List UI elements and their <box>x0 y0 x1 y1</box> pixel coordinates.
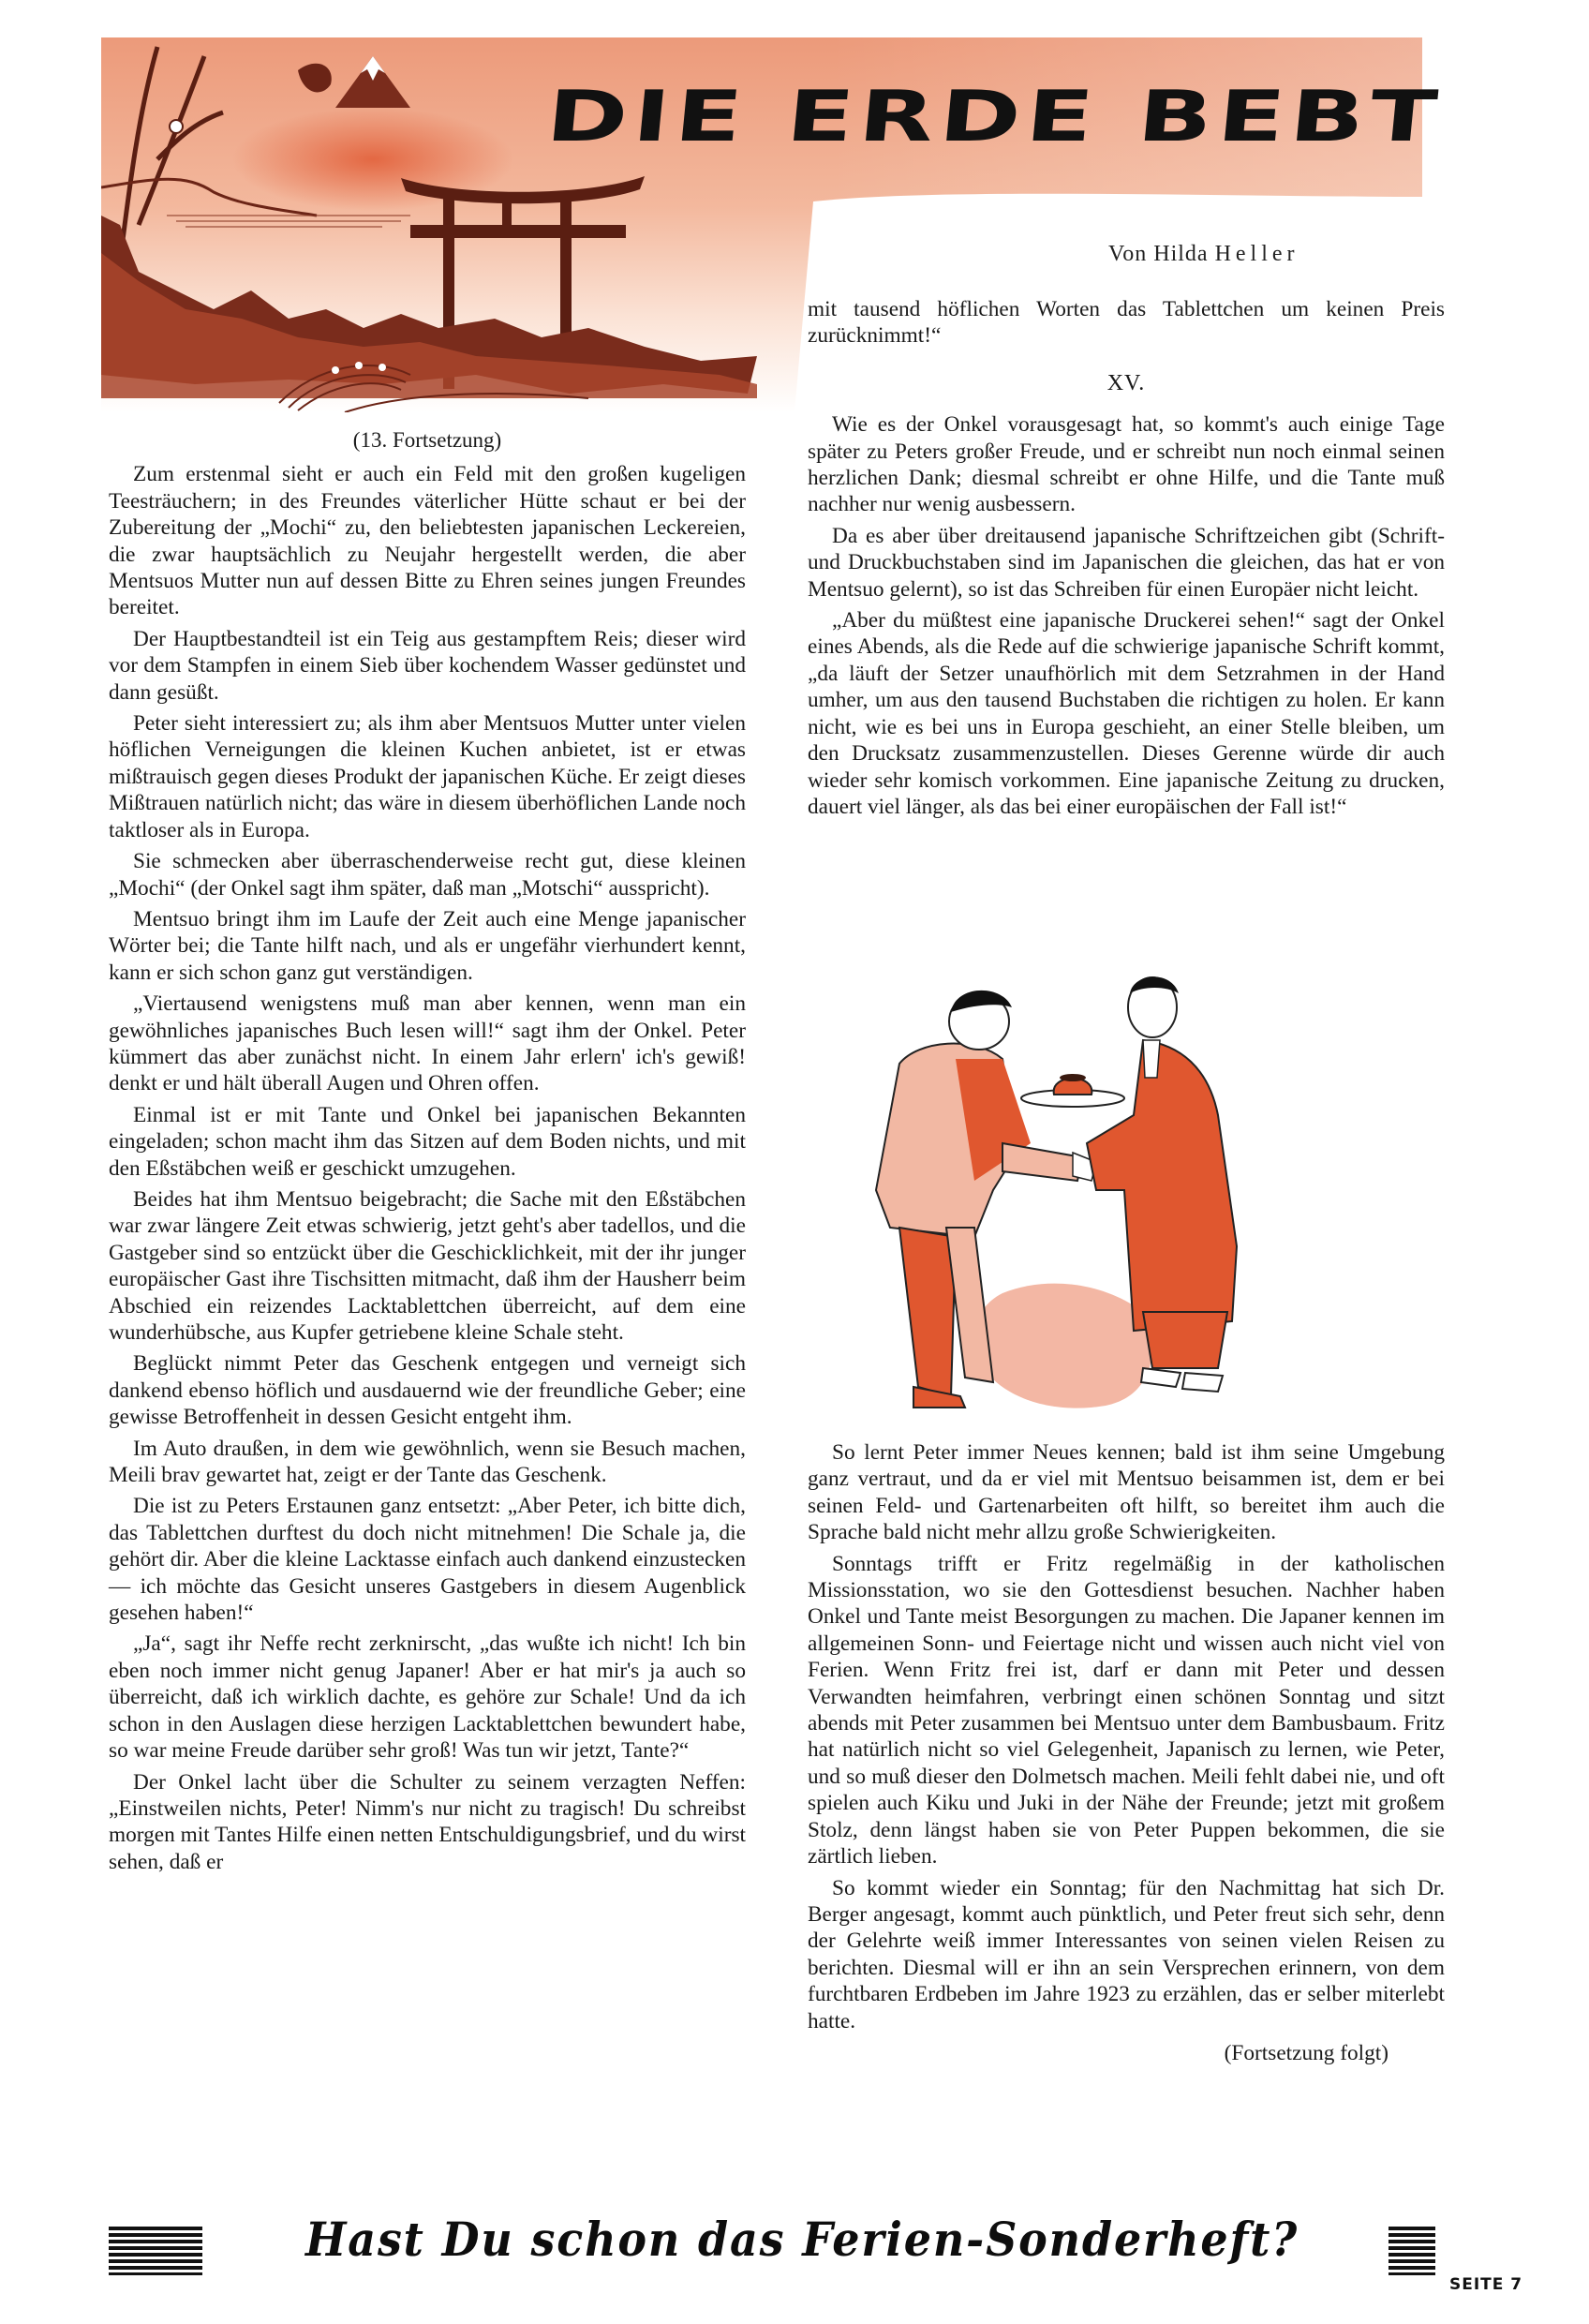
paragraph: Einmal ist er mit Tante und Onkel bei japanischen Bekannten eingeladen; schon macht ihm das Sitzen auf dem Boden nichts, und mit den Eßstäbchen weiß er geschickt umzugehen. <box>109 1102 746 1181</box>
page-number: SEITE 7 <box>1449 2275 1523 2294</box>
paragraph: So kommt wieder ein Sonntag; für den Nachmittag hat sich Dr. Berger angesagt, kommt auch pünktlich, und Peter freut sich sehr, denn der Gelehrte weiß immer Interessantes von seinen vielen Reisen zu berichten. Diesmal will er ihn an sein Versprechen erinnern, von dem furchtbaren Erdbeben im Jahre 1923 zu erzählen, das er selber miterlebt hatte. <box>808 1875 1445 2034</box>
paragraph: „Aber du müßtest eine japanische Druckerei sehen!“ sagt der Onkel eines Abends, als die Rede auf die schwierige japanische Schrift kommt, „da läuft der Setzer unaufhörlich mit dem Setzrahmen in der Hand umher, um aus den tausend Buchstaben die richtigen zu holen. Er kann nicht, wie es bei uns in Europa geschieht, an einer Stelle bleiben, um den Drucksatz zusammenzustellen. Dieses Gerenne würde dir auch wieder sehr komisch vorkommen. Eine japanische Zeitung zu drucken, dauert viel länger, als das bei einer europäischen der Fall ist!“ <box>808 608 1445 819</box>
paragraph: Im Auto draußen, in dem wie gewöhnlich, wenn sie Besuch machen, Meili brav gewartet hat, zeigt er der Tante das Geschenk. <box>109 1436 746 1488</box>
tray-with-bowl <box>1021 1074 1124 1107</box>
to-be-continued-label: (Fortsetzung folgt) <box>1224 2040 1389 2065</box>
story-illustration-bowing-men <box>862 956 1293 1424</box>
right-column-top <box>808 296 1445 825</box>
paragraph: Mentsuo bringt ihm im Laufe der Zeit auch eine Menge japanischer Wörter bei; die Tante hilft nach, und als er ungefähr vierhundert kennt, kann er sich schon ganz gut verständigen. <box>109 906 746 985</box>
floor-shadow <box>974 1284 1152 1408</box>
byline-prefix: Von Hilda <box>1108 242 1209 266</box>
author-byline <box>1108 242 1299 267</box>
paragraph: Da es aber über dreitausend japanische Schriftzeichen gibt (Schrift- und Druckbuchstaben sind im Japanischen die gleichen, das hat er von Mentsuo gelernt), so ist das Schreiben für einen Europäer nicht leicht. <box>808 523 1445 602</box>
decorative-stripes-left <box>109 2227 202 2275</box>
decorative-stripes-right <box>1389 2227 1435 2275</box>
paragraph: Zum erstenmal sieht er auch ein Feld mit den großen kugeligen Teesträuchern; in des Freundes väterlicher Hütte schaut er bei der Zubereitung der „Mochi“ zu, den beliebtesten japanischen Leckereien, die zwar hauptsächlich zu Neujahr hergestellt werden, die aber Mentsuos Mutter nun auf dessen Bitte zu Ehren seines jungen Freundes bereitet. <box>109 462 746 620</box>
installment-label: (13. Fortsetzung) <box>352 428 502 452</box>
chapter-heading: XV. <box>1106 370 1146 395</box>
paragraph: Die ist zu Peters Erstaunen ganz entsetzt: „Aber Peter, ich bitte dich, das Tablettchen durftest du doch nicht mitnehmen! Die Schale ja, die gehört dir. Aber die kleine Lacktasse einfach auch dankend einzustecken — ich möchte das Gesicht unseres Gastgebers in diesem Augenblick gesehen haben!“ <box>109 1494 746 1626</box>
left-column <box>109 427 746 1880</box>
paragraph: Wie es der Onkel vorausgesagt hat, so kommt's auch einige Tage später zu Peters großer Freude, und er schreibt nun noch einmal seinen herzlichen Dank; diesmal schreibt er ohne Hilfe, und die Tante muß nachher nur wenig ausbessern. <box>808 412 1445 517</box>
paragraph: Sonntags trifft er Fritz regelmäßig in der katholischen Missionsstation, wo sie den Gottesdienst besuchen. Nachher haben Onkel und Tante meist Besorgungen zu machen. Die Japaner kennen im allgemeinen Sonn- und Feiertage nicht und wissen auch nicht viel von Ferien. Wenn Fritz frei ist, darf er dann mit Peter und dessen Verwandten heimfahren, verbringt einen schönen Sonntag und sitzt abends mit Peter zusammen bei Mentsuo unter dem Bambusbaum. Fritz hat natürlich nicht so viel Gelegenheit, Japanisch zu lernen, wie Peter, und so muß dieser den Dolmetsch machen. Meili fehlt dabei nie, und oft spielen auch Kiku und Juki in der Nähe der Freunde; jetzt mit großem Stolz, denn längst haben sie von Peter Puppen bekommen, die sie zärtlich lieben. <box>808 1551 1445 1870</box>
paragraph: Der Hauptbestandteil ist ein Teig aus gestampftem Reis; dieser wird vor dem Stampfen in einem Sieb über kochendem Wasser gedünstet und dann gesüßt. <box>109 626 746 705</box>
author-name: Heller <box>1214 242 1299 266</box>
paragraph: Sie schmecken aber überraschenderweise recht gut, diese kleinen „Mochi“ (der Onkel sagt ihm später, daß man „Motschi“ ausspricht). <box>109 849 746 901</box>
story-title: DIE ERDE BEBT <box>542 75 1447 157</box>
paragraph: So lernt Peter immer Neues kennen; bald ist ihm seine Umgebung ganz vertraut, und da er viel mit Mentsuo beisammen ist, dem er bei seinen Feld- und Gartenarbeiten oft hilft, so bereitet ihm auch die Sprache bald nicht mehr allzu große Schwierigkeiten. <box>808 1440 1445 1545</box>
paragraph: Peter sieht interessiert zu; als ihm aber Mentsuos Mutter unter vielen höflichen Verneigungen die kleinen Kuchen anbietet, ist er etwas mißtrauisch gegen dieses Produkt der japanischen Küche. Er zeigt dieses Mißtrauen natürlich nicht; das wäre in diesem überhöflichen Lande noch taktloser als in Europa. <box>109 711 746 842</box>
right-column-bottom <box>808 1439 1445 2066</box>
paragraph: Der Onkel lacht über die Schulter zu seinem verzagten Neffen: „Einstweilen nichts, Peter! Nimm's nur nicht zu tragisch! Du schreibst morgen mit Tantes Hilfe einen netten Entschuldigungsbrief, und du wirst sehen, daß er <box>109 1769 746 1874</box>
paragraph: „Viertausend wenigstens muß man aber kennen, wenn man ein gewöhnliches japanisches Buch lesen will!“ sagt ihm der Onkel. Peter kümmert das aber zunächst nicht. In einem Jahr erlern' ich's gewiß! denkt er und hält überall Augen und Ohren offen. <box>109 991 746 1096</box>
continuation-paragraph: mit tausend höflichen Worten das Tablettchen um keinen Preis zurücknimmt!“ <box>808 297 1445 349</box>
paragraph: Beides hat ihm Mentsuo beigebracht; die Sache mit den Eßstäbchen war zwar längere Zeit etwas schwierig, jetzt geht's aber tadellos, und die Gastgeber sind so entzückt über die Geschicklichkeit, mit der ihr junger europäischer Gast ihre Tischsitten mitmacht, daß ihm der Hausherr beim Abschied ein reizendes Lacktablettchen überreicht, auf dem eine wunderhübsche, aus Kupfer getriebene kleine Schale steht. <box>109 1186 746 1345</box>
paragraph: „Ja“, sagt ihr Neffe recht zerknirscht, „das wußte ich nicht! Ich bin eben noch immer nicht genug Japaner! Aber er hat mir's ja auch so überreicht, daß ich wirklich dachte, es gehöre zur Schale! Und da ich schon in den Auslagen diese herzigen Lacktablettchen bewundert habe, so war meine Freude darüber sehr groß! Was tun wir jetzt, Tante?“ <box>109 1631 746 1764</box>
paragraph: Beglückt nimmt Peter das Geschenk entgegen und verneigt sich dankend ebenso höflich und ausdauernd wie der freundliche Geber; eine gewisse Betroffenheit in dessen Gesicht entgeht ihm. <box>109 1351 746 1430</box>
advertisement-headline: Hast Du schon das Ferien-Sonderheft? <box>305 2212 1299 2267</box>
